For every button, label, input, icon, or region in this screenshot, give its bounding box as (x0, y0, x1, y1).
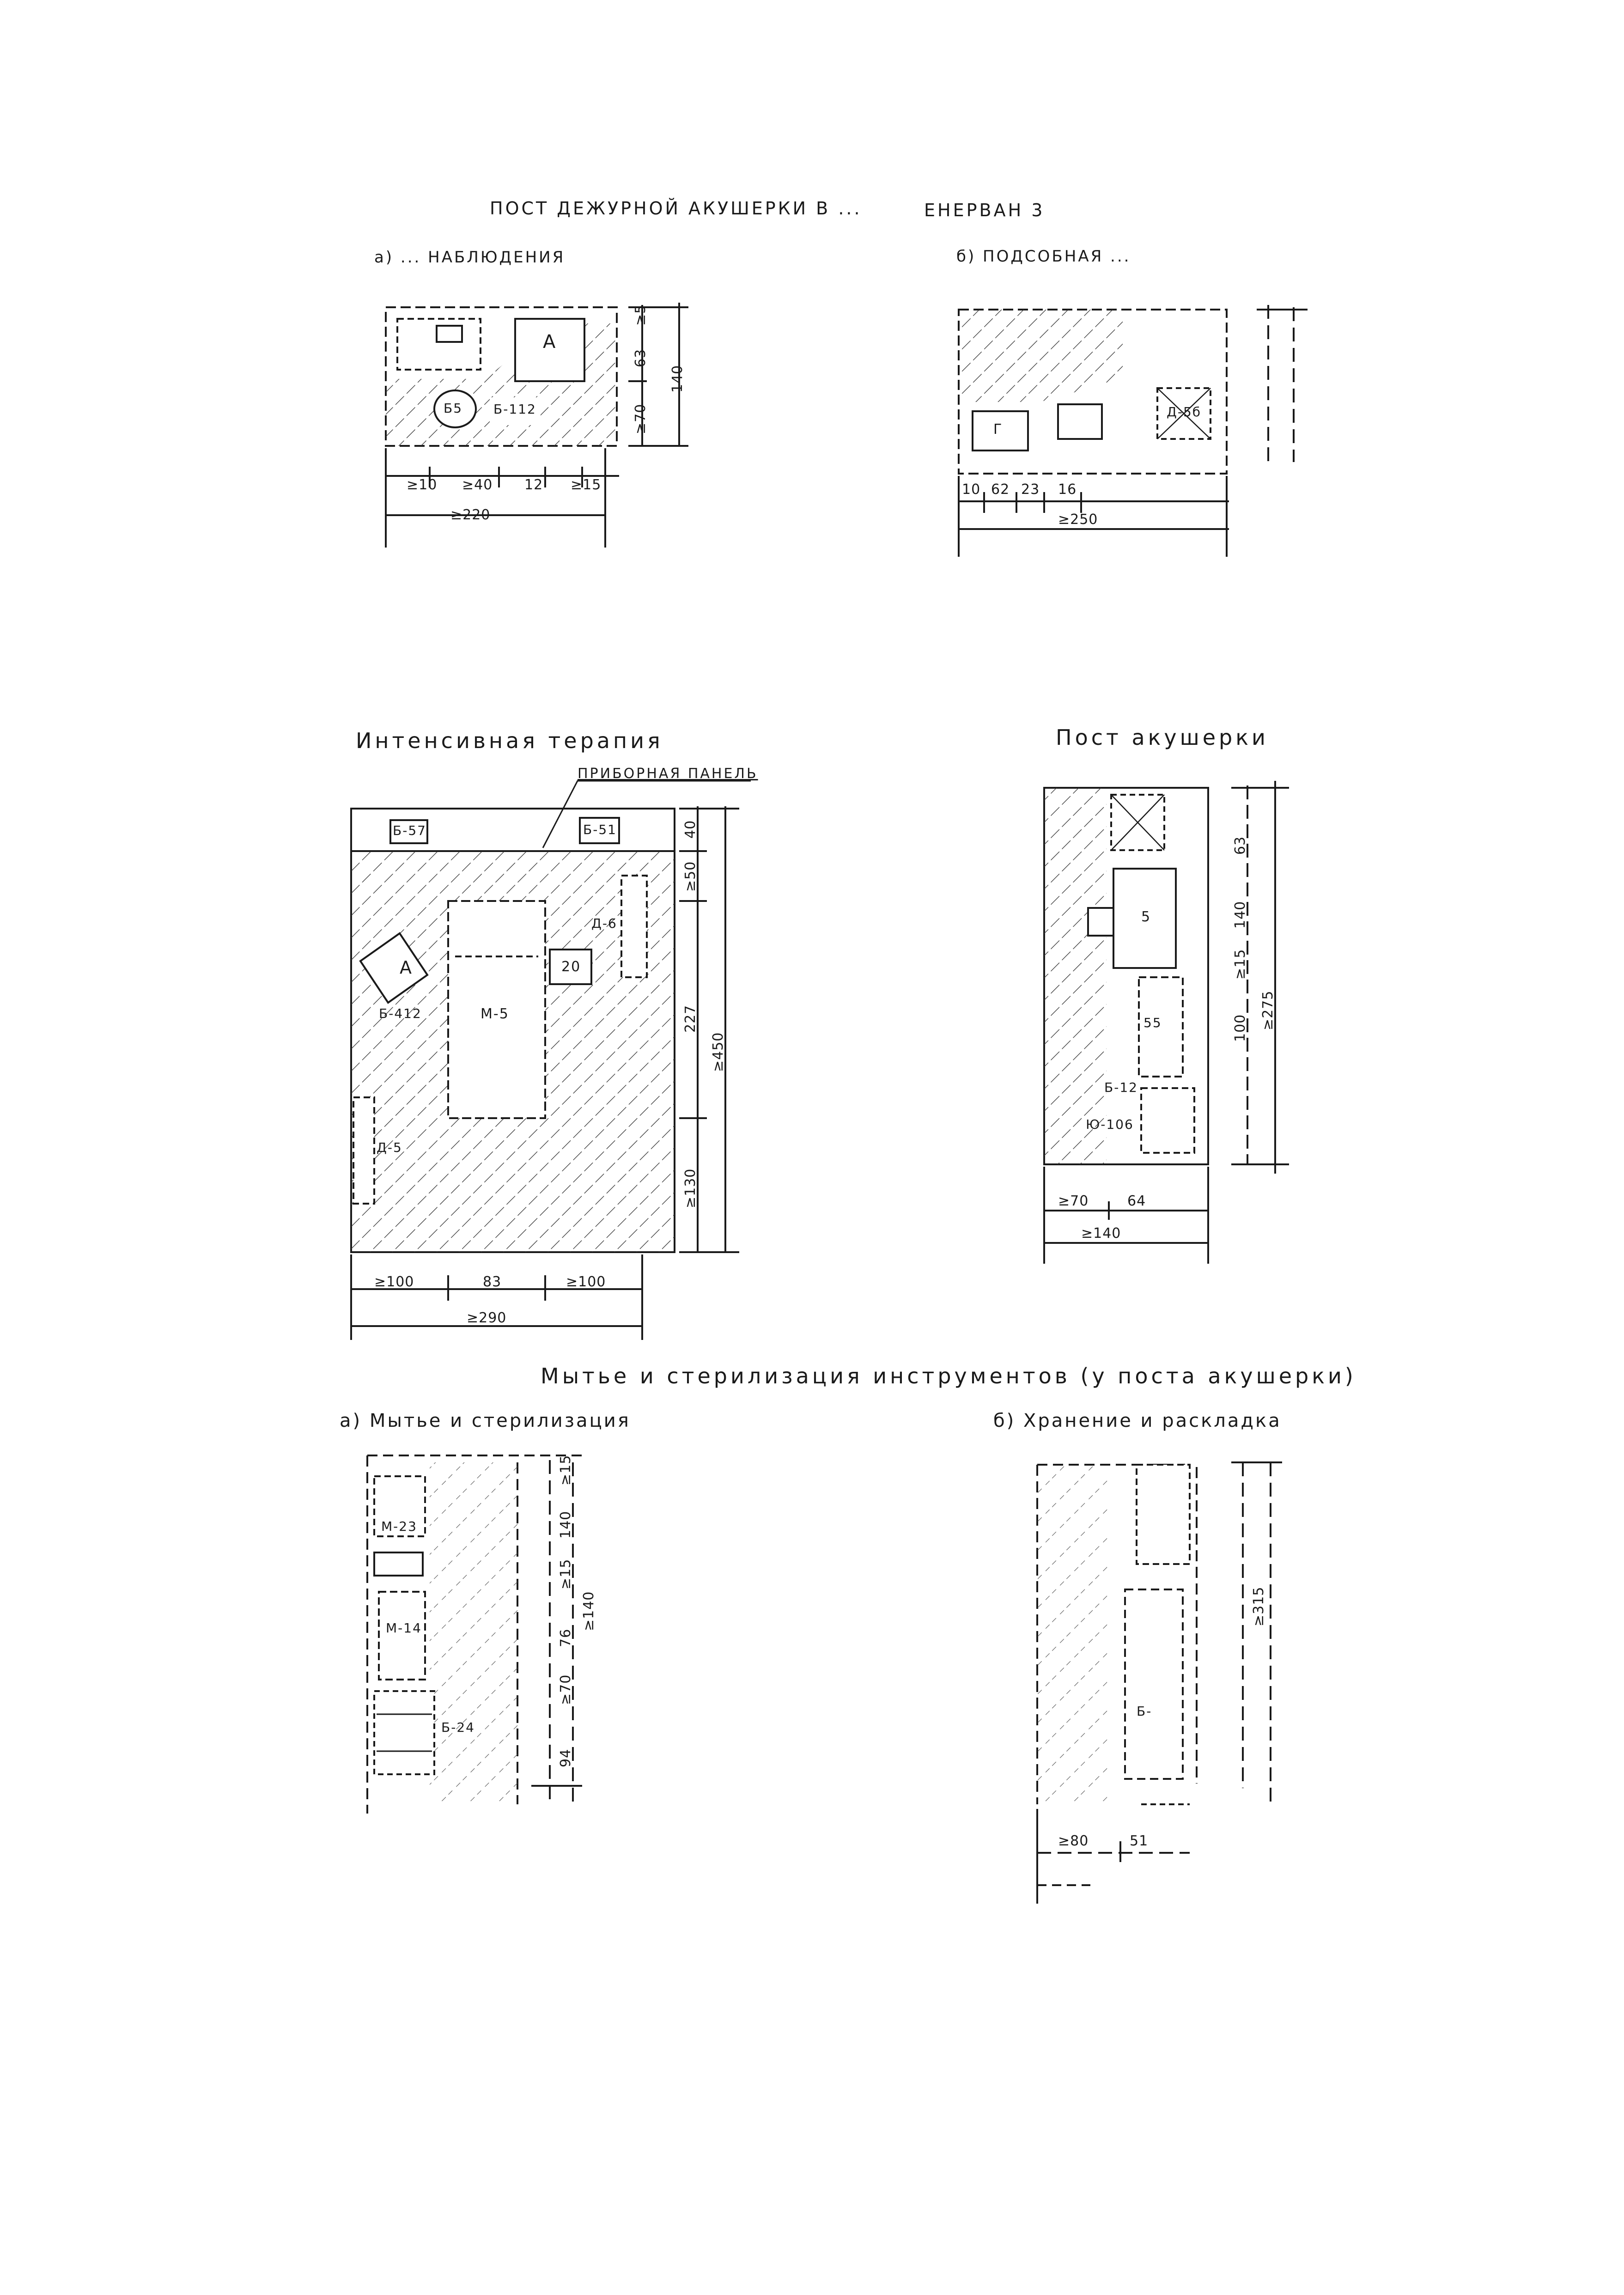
post-dim-r4: 100 (1232, 1014, 1248, 1042)
intensive-equip-b412: Б-412 (379, 1006, 422, 1021)
wash-a-equip-m23: М-23 (381, 1519, 417, 1534)
intensive-equip-d5: Д-5 (377, 1140, 402, 1155)
intensive-equip-d6: Д-6 (591, 916, 617, 931)
intensive-dim-total: ≥290 (467, 1310, 507, 1326)
intensive-equip-a: А (400, 957, 413, 978)
intensive-dim-r2: ≥50 (682, 861, 699, 892)
wash-b-dim-b1: ≥80 (1058, 1833, 1089, 1849)
post-equip-u106: Ю-106 (1086, 1117, 1134, 1132)
post-equip-55: 55 (1143, 1015, 1162, 1030)
intensive-dim-r1: 40 (682, 820, 699, 839)
post-equip-b12: Б-12 (1104, 1080, 1138, 1095)
intensive-dim-b3: ≥100 (566, 1274, 606, 1290)
intensive-equip-m5: М-5 (481, 1006, 509, 1022)
post-dim-r3: ≥15 (1232, 949, 1248, 980)
post-plan (1044, 781, 1289, 1264)
block-b-equip-g: Г (993, 421, 1003, 438)
block-b-dim-4: 16 (1058, 481, 1077, 498)
block-a-dim-3: 12 (524, 477, 543, 493)
block-a-dim-2: ≥40 (462, 477, 493, 493)
intensive-equip-b51: Б-51 (583, 822, 617, 837)
wash-a-equip-m14: М-14 (386, 1620, 422, 1636)
post-dim-b1: ≥70 (1058, 1193, 1089, 1209)
intensive-equip-20: 20 (561, 959, 581, 975)
block-a-dim-1: ≥10 (407, 477, 438, 493)
block-b-caption: б) ПОДСОБНАЯ ... (956, 247, 1131, 266)
wash-a-dim-r7: 94 (558, 1748, 574, 1767)
post-dim-r1: 63 (1232, 836, 1248, 855)
block-a-equip-a: А (543, 331, 557, 353)
block-a-dim-r2: ≥5 (633, 304, 649, 326)
intensive-equip-b57: Б-57 (393, 823, 426, 838)
post-dim-b2: 64 (1127, 1193, 1146, 1209)
block-a-equip-b112: Б-112 (493, 402, 536, 417)
wash-a-dim-r4: ≥140 (581, 1591, 597, 1631)
intensive-dim-b2: 83 (483, 1274, 502, 1290)
block-b-dim-total: ≥250 (1058, 511, 1098, 528)
post-dim-r2: 140 (1232, 901, 1248, 929)
title-top-right: ЕНЕРВАН 3 (924, 200, 1045, 220)
block-a-dim-r1: 63 (633, 348, 649, 367)
panel-label: ПРИБОРНАЯ ПАНЕЛЬ (578, 766, 758, 782)
title-wash: Мытье и стерилизация инструментов (у поста акушерки) (541, 1364, 1356, 1388)
block-a-dim-total: ≥220 (450, 507, 491, 523)
wash-a-caption: а) Мытье и стерилизация (340, 1410, 631, 1431)
block-a-dim-4: ≥15 (571, 477, 602, 493)
wash-a-dim-r6: ≥70 (558, 1674, 574, 1705)
wash-b-dim-r1: ≥315 (1251, 1586, 1267, 1626)
wash-a-equip-b24: Б-24 (441, 1720, 475, 1735)
wash-b-dim-b2: 51 (1130, 1833, 1149, 1849)
block-b-dim-3: 23 (1021, 481, 1040, 498)
wash-a-dim-r3: ≥15 (558, 1558, 574, 1589)
title-top: ПОСТ ДЕЖУРНОЙ АКУШЕРКИ В ... (490, 198, 862, 219)
block-b-dim-2: 62 (991, 481, 1010, 498)
title-post: Пост акушерки (1056, 725, 1269, 750)
intensive-dim-b1: ≥100 (374, 1274, 414, 1290)
block-b-equip-d5b: Д-5б (1167, 404, 1202, 420)
wash-b-equip: Б- (1137, 1704, 1152, 1719)
title-intensive: Интенсивная терапия (356, 728, 663, 753)
intensive-dim-r4: ≥450 (710, 1032, 726, 1072)
wash-b-caption: б) Хранение и раскладка (993, 1410, 1282, 1431)
wash-a-dim-r1: ≥15 (558, 1455, 574, 1485)
block-a-dim-r4: 140 (669, 365, 686, 393)
block-a-equip-b5: Б5 (444, 401, 463, 416)
post-dim-r5: ≥275 (1260, 990, 1276, 1030)
wash-a-dim-r2: 140 (558, 1510, 574, 1539)
block-a-dim-r3: ≥70 (633, 403, 649, 434)
intensive-dim-r3: 227 (682, 1004, 699, 1033)
block-b-plan (959, 305, 1308, 557)
block-b-dim-1: 10 (962, 481, 981, 498)
block-a-caption: а) ... НАБЛЮДЕНИЯ (374, 248, 566, 267)
intensive-dim-r5: ≥130 (682, 1168, 699, 1208)
wash-a-dim-r5: 76 (558, 1628, 574, 1647)
post-dim-total: ≥140 (1081, 1225, 1121, 1242)
post-equip-5: 5 (1141, 909, 1151, 925)
